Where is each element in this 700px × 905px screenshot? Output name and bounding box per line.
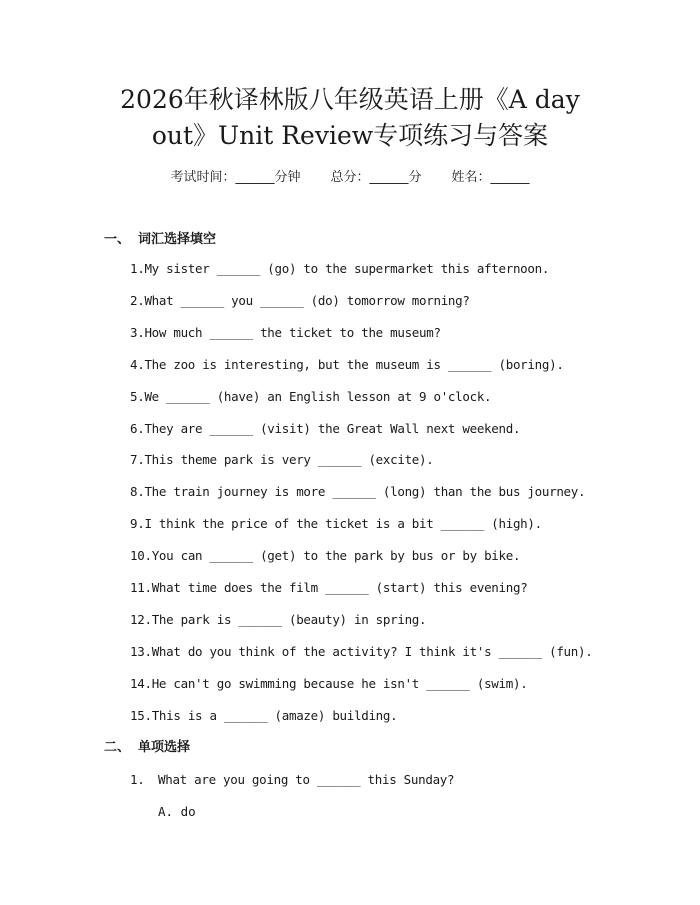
vocab-question bbox=[130, 643, 592, 661]
vocab-question bbox=[130, 420, 520, 438]
question-number: 7. bbox=[130, 452, 145, 468]
question-text: What do you think of the activity? I think it's ______ (fun). bbox=[151, 643, 593, 659]
exam-time-field: 考试时间：______分钟 bbox=[170, 170, 301, 185]
total-score-field: 总分：______分 bbox=[330, 170, 422, 185]
section-2-title: 单项选择 bbox=[138, 740, 191, 755]
exam-info-line bbox=[0, 168, 700, 188]
document-title-line1: 2026年秋译林版八年级英语上册《A day bbox=[120, 85, 580, 114]
vocab-question bbox=[130, 292, 470, 310]
section-1-number: 一、 bbox=[104, 232, 131, 247]
question-number: 6. bbox=[130, 420, 145, 436]
question-number: 10. bbox=[130, 548, 152, 564]
section-2-heading bbox=[104, 738, 190, 758]
question-number: 9. bbox=[130, 516, 145, 532]
question-text: We ______ (have) an English lesson at 9 o'clock. bbox=[144, 388, 492, 404]
section-2-number: 二、 bbox=[104, 740, 131, 755]
question-text: He can't go swimming because he isn't ______ (swim). bbox=[151, 675, 528, 691]
question-text: The train journey is more ______ (long) than the bus journey. bbox=[144, 484, 586, 500]
question-text: This is a ______ (amaze) building. bbox=[151, 707, 398, 723]
vocab-question bbox=[130, 356, 564, 374]
question-text: What ______ you ______ (do) tomorrow morning? bbox=[144, 292, 470, 308]
vocab-question bbox=[130, 707, 397, 725]
vocab-question bbox=[130, 388, 491, 406]
document-title-line2: out》Unit Review专项练习与答案 bbox=[151, 121, 549, 150]
question-number: 1. bbox=[130, 772, 145, 787]
question-text: I think the price of the ticket is a bit ______ (high). bbox=[144, 516, 542, 532]
question-text: My sister ______ (go) to the supermarket this afternoon. bbox=[144, 261, 550, 276]
question-text: How much ______ the ticket to the museum? bbox=[144, 324, 441, 340]
section-1-heading bbox=[104, 230, 216, 250]
vocab-question bbox=[130, 675, 527, 693]
answer-option: A. do bbox=[158, 804, 196, 819]
question-text: This theme park is very ______ (excite). bbox=[144, 452, 434, 468]
question-number: 15. bbox=[130, 707, 152, 723]
question-number: 11. bbox=[130, 580, 152, 595]
vocab-question bbox=[130, 451, 433, 469]
student-name-field: 姓名：______ bbox=[451, 170, 530, 185]
vocab-question bbox=[130, 579, 527, 597]
question-number: 12. bbox=[130, 611, 152, 627]
vocab-question bbox=[130, 611, 426, 629]
vocab-question bbox=[130, 324, 441, 342]
question-text: The zoo is interesting, but the museum is ______ (boring). bbox=[144, 356, 564, 372]
vocab-question bbox=[130, 260, 549, 278]
question-number: 3. bbox=[130, 324, 145, 340]
question-number: 14. bbox=[130, 675, 152, 691]
question-text: What are you going to ______ this Sunday? bbox=[158, 772, 455, 787]
question-text: They are ______ (visit) the Great Wall next weekend. bbox=[144, 420, 521, 436]
question-text: What time does the film ______ (start) this evening? bbox=[151, 580, 528, 595]
vocab-question bbox=[130, 515, 542, 533]
question-number: 8. bbox=[130, 484, 145, 500]
choice-question bbox=[130, 771, 454, 789]
question-number: 5. bbox=[130, 388, 145, 404]
question-number: 1. bbox=[130, 261, 145, 276]
question-text: You can ______ (get) to the park by bus or by bike. bbox=[151, 548, 521, 564]
question-number: 13. bbox=[130, 643, 152, 659]
section-1-title: 词汇选择填空 bbox=[138, 232, 217, 247]
question-text: The park is ______ (beauty) in spring. bbox=[151, 611, 427, 627]
question-number: 4. bbox=[130, 356, 145, 372]
vocab-question bbox=[130, 547, 520, 565]
question-number: 2. bbox=[130, 292, 145, 308]
vocab-question bbox=[130, 483, 585, 501]
